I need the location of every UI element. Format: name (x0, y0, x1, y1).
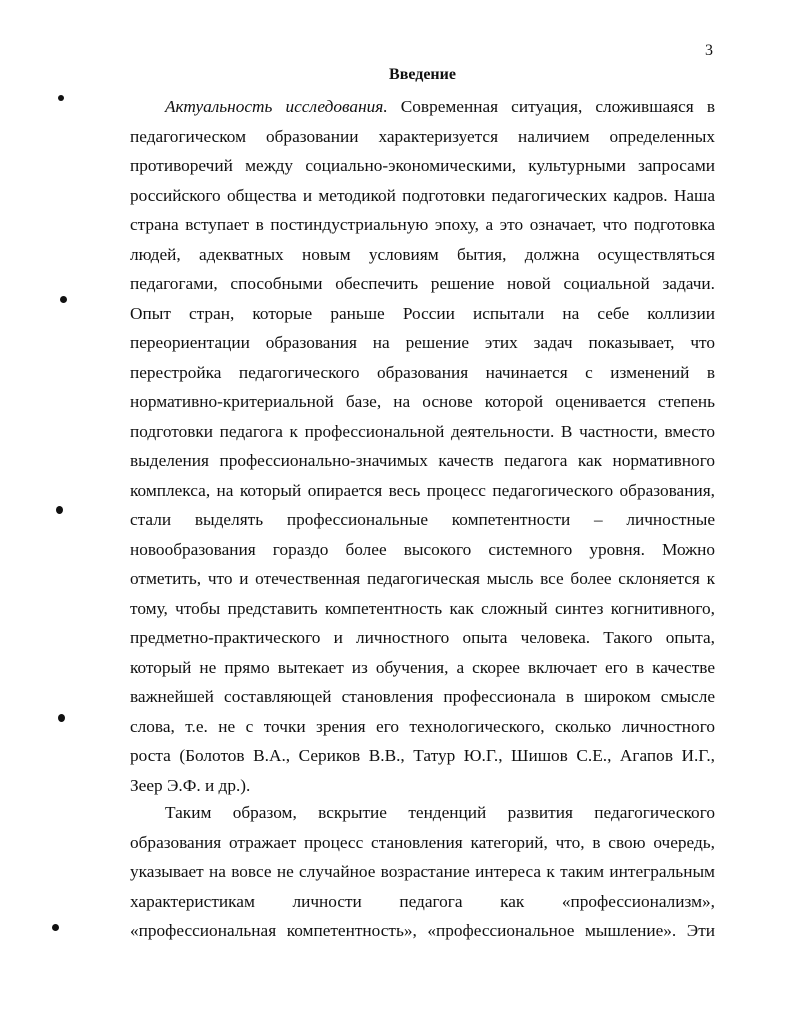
page-number: 3 (705, 42, 713, 59)
paragraph-line: Опыт стран, которые раньше России испытали на себе коллизии (130, 303, 715, 323)
scan-mark (60, 296, 67, 303)
line-text: Современная ситуация, сложившаяся в (387, 97, 715, 116)
paragraph-line: переориентации образования на решение этих задач показывает, что (130, 333, 715, 352)
paragraph-line: роста (Болотов В.А., Сериков В.В., Татур Ю.Г., Шишов С.Е., Агапов И.Г., (130, 746, 715, 765)
lead-italic: Актуальность исследования. (165, 97, 388, 116)
paragraph-line: который не прямо вытекает из обучения, а скорее включает его в качестве (130, 657, 715, 677)
paragraph-line: подготовки педагога к профессиональной деятельности. В частности, вместо (130, 421, 715, 441)
paragraph-line: комплекса, на который опирается весь процесс педагогического образования, (130, 480, 715, 500)
paragraph-line: новообразования гораздо более высокого системного уровня. Можно (130, 539, 715, 559)
paragraph-line: Зеер Э.Ф. и др.). (130, 775, 251, 795)
paragraph-line: страна вступает в постиндустриальную эпоху, а это означает, что подготовка (130, 215, 715, 234)
paragraph-line: отметить, что и отечественная педагогическая мысль все более склоняется к (130, 569, 715, 588)
paragraph-line: российского общества и методикой подготовки педагогических кадров. Наша (130, 185, 715, 205)
paragraph-line: противоречий между социально-экономическими, культурными запросами (130, 156, 715, 175)
paragraph-line (130, 92, 715, 122)
paragraph-line: «профессиональная компетентность», «профессиональное мышление». Эти (130, 921, 715, 940)
paragraph-line: стали выделять профессиональные компетентности – личностные (130, 510, 715, 529)
paragraph-line: нормативно-критериальной базе, на основе которой оценивается степень (130, 392, 715, 411)
paragraph-line: важнейшей составляющей становления профессионала в широком смысле (130, 687, 715, 706)
paragraph-line: людей, адекватных новым условиям бытия, должна осуществляться (130, 244, 715, 264)
scan-mark (58, 714, 65, 722)
paragraph-line: Таким образом, вскрытие тенденций развития педагогического (165, 803, 715, 822)
scan-mark (52, 924, 59, 931)
section-heading: Введение (389, 66, 456, 83)
paragraph-1 (130, 92, 715, 800)
paragraph-line: указывает на вовсе не случайное возрастание интереса к таким интегральным (130, 862, 715, 881)
scan-mark (58, 95, 64, 101)
paragraph-line: предметно-практического и личностного опыта человека. Такого опыта, (130, 628, 715, 647)
paragraph-line: характеристикам личности педагога как «профессионализм», (130, 891, 715, 911)
paragraph-line: выделения профессионально-значимых качеств педагога как нормативного (130, 451, 715, 470)
paragraph-line: образования отражает процесс становления категорий, что, в свою очередь, (130, 832, 715, 852)
scan-mark (56, 506, 63, 514)
paragraph-line: педагогами, способными обеспечить решение новой социальной задачи. (130, 274, 715, 293)
paragraph-line: тому, чтобы представить компетентность как сложный синтез когнитивного, (130, 598, 715, 618)
paragraph-2 (130, 798, 715, 946)
paragraph-line: перестройка педагогического образования начинается с изменений в (130, 362, 715, 382)
paragraph-line: слова, т.е. не с точки зрения его технологического, сколько личностного (130, 716, 715, 736)
paragraph-line: педагогическом образовании характеризуется наличием определенных (130, 126, 715, 146)
